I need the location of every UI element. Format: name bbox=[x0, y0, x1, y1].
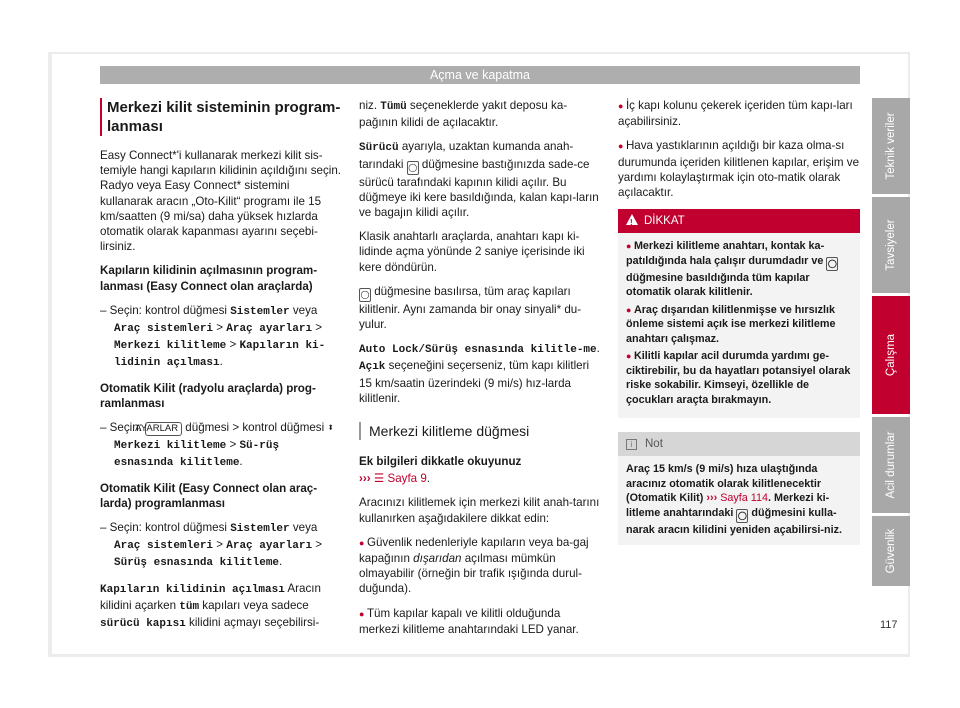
intro-paragraph: Easy Connect*'i kullanarak merkezi kilit sis-temiyle hangi kapıların kilidinin açıldığını seçin. Radyo veya Easy Connect* sistemini kullanarak aracın „Oto-Kilit“ programı ile 15 km/saatten (9 mi/sa) daha yüksek hızlarda otomatik olarak kapanması ayarını seçebi-lirsiniz. bbox=[100, 149, 342, 254]
step-radio-autolock: – Seçin: AYARLAR düğmesi > kontrol düğmesi ⬍ Merkezi kilitleme > Sü-rüş esnasında kilitleme. bbox=[100, 421, 335, 470]
driver-option-paragraph: Sürücü ayarıyla, uzaktan kumanda anah-tarındaki ◯ düğmesine bastığınızda sade-ce sürücü tarafındaki kapının kilidi açılır. Bu düğmeye iki kere basıldığında, kalan kapı-ların ve bagajın kilidi açılır. bbox=[359, 140, 599, 220]
tab-guvenlik[interactable]: Güvenlik bbox=[872, 516, 910, 586]
switch-intro-paragraph: Aracınızı kilitlemek için merkezi kilit anah-tarını kullanırken aşağıdakilere dikkat edin: bbox=[359, 496, 600, 525]
subheading-autolock-radio: Otomatik Kilit (radyolu araçlarda) prog-ramlanması bbox=[100, 381, 316, 410]
tab-acil-durumlar[interactable]: Acil durumlar bbox=[872, 417, 910, 513]
column-2 bbox=[359, 98, 603, 646]
warning-item-1: ● Merkezi kilitleme anahtarı, kontak ka-patıldığında hala çalışır durumdadır ve ◯ düğmesine basıldığında tüm kapılar otomatik olarak kilitlenir. bbox=[626, 239, 852, 300]
tab-teknik-veriler[interactable]: Teknik veriler bbox=[872, 98, 910, 194]
note-box bbox=[618, 432, 860, 545]
step-easy-connect-autolock: – Seçin: kontrol düğmesi Sistemler veya Araç sistemleri > Araç ayarları > Sürüş esnasında kilitleme. bbox=[100, 521, 323, 570]
note-body: Araç 15 km/s (9 mi/s) hıza ulaştığında aracınız otomatik olarak kilitlenecektir (Otomatik Kilit) ››› Sayfa 114. Merkezi ki-litleme anahtarındaki ◯ düğmesini kulla-narak aracın kilidini yeniden açabilirsi-niz. bbox=[626, 463, 843, 536]
warning-triangle-icon bbox=[626, 214, 638, 225]
lock-button-icon: ◯ bbox=[359, 288, 371, 302]
warning-box bbox=[618, 209, 860, 418]
note-header: i Not bbox=[618, 432, 860, 456]
step-easy-connect-unlock: – Seçin: kontrol düğmesi Sistemler veya Araç sistemleri > Araç ayarları > Merkezi kilitleme > Kapıların ki-lidinin açılması. bbox=[100, 303, 326, 370]
unlock-button-icon: ◯ bbox=[407, 161, 419, 175]
page-reference: ››› ☰ Sayfa 9. bbox=[359, 472, 431, 486]
autolock-paragraph: Auto Lock/Sürüş esnasında kilitle-me. Açık seçeneğini seçerseniz, tüm kapı kilitleri 15 km/saatin üzerindeki (9 mi/s) hız-larda kilitlenir. bbox=[359, 342, 600, 405]
subheading-additional-info: Ek bilgileri dikkatle okuyunuz bbox=[359, 455, 522, 469]
column-1 bbox=[100, 98, 345, 641]
lock-button-paragraph: ◯ düğmesine basılırsa, tüm araç kapıları kilitlenir. Aynı zamanda bir onay sinyali* du-yulur. bbox=[359, 284, 582, 332]
page-number: 117 bbox=[880, 619, 898, 631]
section-title-central-lock-switch: Merkezi kilitleme düğmesi bbox=[359, 422, 603, 440]
subheading-unlock-programming: Kapıların kilidinin açılmasının program-lanması (Easy Connect olan araçlarda) bbox=[100, 264, 318, 293]
settings-key-icon: AYARLAR bbox=[145, 422, 182, 436]
bullet-airbag: ● Hava yastıklarının açıldığı bir kaza olma-sı durumunda içeriden kilitlenen kapılar, erişim ve yardımı kolaylaştırmak için oto-matik olarak açılacaktır. bbox=[618, 138, 860, 200]
warning-item-3: ● Kilitli kapılar acil durumda yardımı ge-ciktirebilir, bu da hayatları potansiyel olarak riske sokabilir. Kimseyi, özellikle de çocukları araçta bırakmayın. bbox=[626, 349, 852, 407]
bullet-led: ● Tüm kapılar kapalı ve kilitli olduğunda merkezi kilitleme anahtarındaki LED yanar. bbox=[359, 606, 603, 637]
unlock-button-icon: ◯ bbox=[736, 509, 748, 523]
subheading-autolock-easy-connect: Otomatik Kilit (Easy Connect olan araç-larda) programlanması bbox=[100, 481, 318, 510]
section-header: Açma ve kapatma bbox=[100, 66, 860, 84]
section-title: Merkezi kilit sisteminin program-lanması bbox=[100, 98, 345, 136]
warning-header: !DİKKAT bbox=[618, 209, 860, 233]
updown-arrow-icon: ⬍ bbox=[327, 423, 335, 436]
warning-item-2: ● Araç dışarıdan kilitlenmişse ve hırsızlık önleme sistemi açık ise merkezi kilitleme anahtarı çalışmaz. bbox=[626, 303, 852, 347]
page-9-link[interactable]: Sayfa 9 bbox=[387, 472, 427, 486]
bullet-inner-handle: ● İç kapı kolunu çekerek içeriden tüm kapı-ları açabilirsiniz. bbox=[618, 98, 860, 129]
page-114-link[interactable]: Sayfa 114 bbox=[720, 492, 769, 505]
warning-body bbox=[618, 233, 860, 418]
page-ref-icon: ☰ bbox=[373, 472, 385, 486]
info-icon: i bbox=[626, 439, 637, 450]
unlock-options-paragraph: Kapıların kilidinin açılması Aracın kilidini açarken tüm kapıları veya sadece sürücü kapısı kilidini açmayı seçebilirsi- bbox=[100, 581, 321, 631]
classic-key-paragraph: Klasik anahtarlı araçlarda, anahtarı kapı ki-lidinde açma yönünde 2 saniye içerisinde iki kere döndürün. bbox=[359, 230, 585, 274]
tab-tavsiyeler[interactable]: Tavsiyeler bbox=[872, 197, 910, 293]
tab-calisma[interactable]: Çalışma bbox=[872, 296, 910, 414]
column-3 bbox=[618, 98, 860, 545]
bullet-outside-opening: ● Güvenlik nedenleriyle kapıların veya ba-gaj kapağının dışarıdan açılması mümkün olmayabilir (örneğin bir trafik ışığında durul-duğunda). bbox=[359, 535, 603, 597]
lock-button-icon: ◯ bbox=[826, 257, 838, 271]
all-option-paragraph: niz. Tümü seçeneklerde yakıt deposu ka-pağının kilidi de açılacaktır. bbox=[359, 99, 568, 130]
